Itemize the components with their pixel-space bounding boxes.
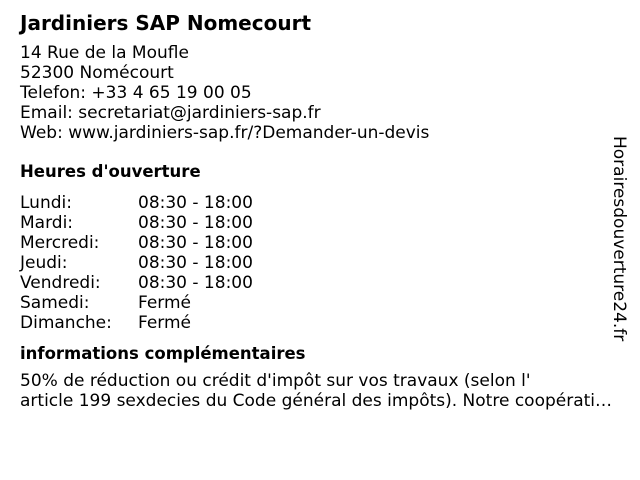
time-value: 08:30 - 18:00 — [138, 213, 253, 233]
day-label: Mardi: — [20, 213, 74, 233]
hours-row-thursday — [20, 253, 620, 273]
time-value: 08:30 - 18:00 — [138, 253, 253, 273]
day-label: Samedi: — [20, 293, 90, 313]
postal-city: 52300 Nomécourt — [20, 63, 174, 83]
info-line: article 199 sexdecies du Code général des impôts). Notre coopérati… — [20, 391, 613, 411]
email-line: Email: secretariat@jardiniers-sap.fr — [20, 103, 321, 123]
brand-watermark — [604, 136, 634, 371]
time-value: 08:30 - 18:00 — [138, 193, 253, 213]
hours-title: Heures d'ouverture — [20, 162, 201, 181]
time-value: 08:30 - 18:00 — [138, 233, 253, 253]
website-line: Web: www.jardiniers-sap.fr/?Demander-un-devis — [20, 123, 430, 143]
business-card — [20, 9, 620, 411]
street-address: 14 Rue de la Moufle — [20, 43, 189, 63]
day-label: Vendredi: — [20, 273, 101, 293]
hours-table — [20, 193, 620, 333]
hours-row-saturday — [20, 293, 620, 313]
hours-row-wednesday — [20, 233, 620, 253]
time-value: Fermé — [138, 293, 192, 313]
hours-row-tuesday — [20, 213, 620, 233]
hours-row-monday — [20, 193, 620, 213]
day-label: Dimanche: — [20, 313, 112, 333]
info-text — [20, 371, 620, 411]
info-title: informations complémentaires — [20, 344, 306, 363]
time-value: Fermé — [138, 313, 192, 333]
day-label: Jeudi: — [20, 253, 68, 273]
brand-text: Horairesdouverture24.fr — [609, 136, 629, 342]
phone-line: Telefon: +33 4 65 19 00 05 — [20, 83, 252, 103]
hours-row-friday — [20, 273, 620, 293]
time-value: 08:30 - 18:00 — [138, 273, 253, 293]
business-name: Jardiniers SAP Nomecourt — [20, 11, 312, 35]
address-block — [20, 43, 620, 143]
day-label: Mercredi: — [20, 233, 100, 253]
day-label: Lundi: — [20, 193, 72, 213]
hours-row-sunday — [20, 313, 620, 333]
info-line: 50% de réduction ou crédit d'impôt sur vos travaux (selon l' — [20, 371, 531, 391]
